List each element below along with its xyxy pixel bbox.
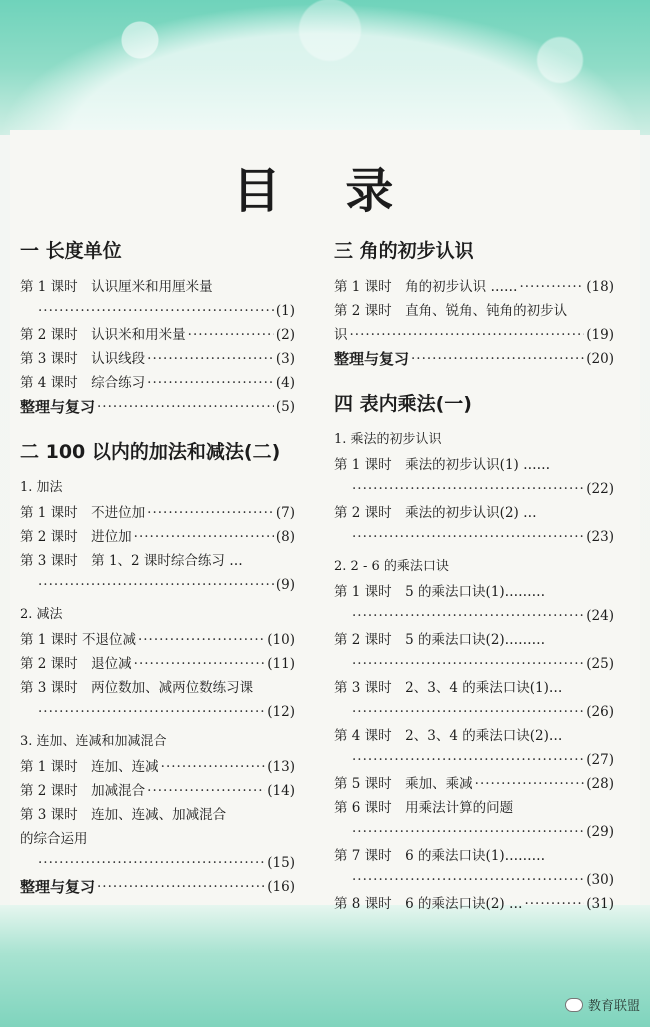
watermark [565, 995, 640, 1014]
dot-leader [38, 299, 274, 323]
page-number: (7) [275, 505, 295, 521]
toc-entry-label: 识 [334, 327, 348, 343]
toc-entry-label: 第 8 课时 6 的乘法口诀(2) … [334, 896, 523, 912]
header-background [0, 0, 650, 135]
page-number: (26) [586, 704, 614, 720]
toc-entry[interactable] [334, 323, 614, 347]
toc-entry[interactable] [20, 395, 295, 419]
unit-heading: 二 100 以内的加法和减法(二) [20, 441, 281, 463]
toc-entry-label: 整理与复习 [334, 350, 410, 368]
toc-entry[interactable] [334, 604, 614, 628]
toc-entry-label: 第 3 课时 连加、连减、加减混合 [20, 807, 227, 823]
footer-background [0, 905, 650, 1027]
dot-leader [97, 875, 265, 899]
dot-leader [352, 604, 584, 628]
toc-entry[interactable] [20, 755, 295, 779]
page-number: (22) [586, 481, 614, 497]
toc-entry-label: 第 1 课时 乘法的初步认识(1) …… [334, 457, 551, 473]
dot-leader [352, 820, 584, 844]
toc-entry[interactable] [20, 803, 295, 827]
toc-entry-label: 第 1 课时 不退位减 [20, 632, 136, 648]
page-number: (20) [586, 351, 614, 367]
wechat-icon [565, 998, 583, 1012]
toc-entry[interactable] [334, 868, 614, 892]
page-number: (15) [267, 855, 295, 871]
toc-entry[interactable] [334, 275, 614, 299]
toc-entry-label: 第 3 课时 两位数加、减两位数练习课 [20, 680, 254, 696]
dot-leader [147, 347, 274, 371]
dot-leader [38, 851, 265, 875]
toc-entry[interactable] [20, 700, 295, 724]
toc-entry-label: 第 3 课时 认识线段 [20, 351, 146, 367]
page-number: (2) [275, 327, 295, 343]
dot-leader [524, 892, 584, 916]
page-number: (10) [267, 632, 295, 648]
toc-entry[interactable] [334, 525, 614, 549]
dot-leader [134, 652, 266, 676]
toc-entry[interactable] [20, 549, 295, 573]
toc-entry[interactable] [334, 796, 614, 820]
page-number: (1) [275, 303, 295, 319]
toc-entry[interactable] [20, 371, 295, 395]
dot-leader [475, 772, 585, 796]
dot-leader [352, 700, 584, 724]
toc-entry[interactable] [20, 323, 295, 347]
toc-entry[interactable] [334, 652, 614, 676]
toc-entry-label: 第 1 课时 连加、连减 [20, 759, 159, 775]
toc-entry[interactable] [334, 628, 614, 652]
toc-entry-label: 第 2 课时 退位减 [20, 656, 132, 672]
toc-entry[interactable] [20, 779, 295, 803]
dot-leader [134, 525, 274, 549]
toc-entry[interactable] [20, 652, 295, 676]
toc-entry[interactable] [334, 772, 614, 796]
section-heading: 2. 减法 [20, 607, 63, 622]
toc-entry[interactable] [20, 875, 295, 899]
page-number: (29) [586, 824, 614, 840]
toc-entry-label: 第 1 课时 认识厘米和用厘米量 [20, 279, 213, 295]
toc-entry[interactable] [20, 827, 295, 851]
toc-entry[interactable] [20, 525, 295, 549]
toc-entry-label: 第 2 课时 5 的乘法口诀(2)……… [334, 632, 546, 648]
section-heading: 2. 2 - 6 的乘法口诀 [334, 559, 449, 574]
toc-entry-label: 第 2 课时 认识米和用米量 [20, 327, 186, 343]
toc-entry-label: 第 2 课时 进位加 [20, 529, 132, 545]
toc-entry[interactable] [334, 892, 614, 916]
toc-entry-label: 第 7 课时 6 的乘法口诀(1)……… [334, 848, 546, 864]
dot-leader [138, 628, 265, 652]
toc-entry[interactable] [20, 851, 295, 875]
toc-entry[interactable] [334, 820, 614, 844]
section-heading: 3. 连加、连减和加减混合 [20, 734, 167, 749]
toc-entry[interactable] [334, 724, 614, 748]
toc-entry[interactable] [334, 347, 614, 371]
toc-entry[interactable] [334, 453, 614, 477]
toc-entry[interactable] [20, 299, 295, 323]
toc-entry[interactable] [20, 347, 295, 371]
toc-entry[interactable] [334, 748, 614, 772]
page-number: (27) [586, 752, 614, 768]
page-number: (19) [586, 327, 614, 343]
toc-entry[interactable] [334, 700, 614, 724]
toc-entry[interactable] [334, 676, 614, 700]
page-number: (13) [267, 759, 295, 775]
toc-entry-label: 的综合运用 [20, 831, 88, 847]
toc-left-column [20, 232, 295, 899]
page-number: (14) [267, 783, 295, 799]
unit-heading: 四 表内乘法(一) [334, 393, 472, 415]
toc-entry[interactable] [334, 844, 614, 868]
unit-heading: 三 角的初步认识 [334, 240, 474, 262]
page-number: (16) [267, 879, 295, 895]
toc-entry-label: 第 2 课时 加减混合 [20, 783, 146, 799]
page-number: (4) [275, 375, 295, 391]
section-heading: 1. 加法 [20, 480, 63, 495]
dot-leader [352, 477, 584, 501]
page-number: (18) [586, 279, 614, 295]
page-number: (24) [586, 608, 614, 624]
dot-leader [147, 371, 274, 395]
toc-entry-label: 第 1 课时 不进位加 [20, 505, 146, 521]
toc-entry-label: 第 2 课时 直角、锐角、钝角的初步认 [334, 303, 568, 319]
toc-entry-label: 第 1 课时 5 的乘法口诀(1)……… [334, 584, 546, 600]
toc-entry[interactable] [20, 628, 295, 652]
page-number: (23) [586, 529, 614, 545]
toc-entry[interactable] [20, 676, 295, 700]
dot-leader [147, 501, 274, 525]
toc-entry[interactable] [334, 501, 614, 525]
page-number: (30) [586, 872, 614, 888]
toc-entry[interactable] [334, 580, 614, 604]
toc-entry[interactable] [20, 275, 295, 299]
page-number: (8) [275, 529, 295, 545]
toc-entry-label: 第 6 课时 用乘法计算的问题 [334, 800, 514, 816]
dot-leader [188, 323, 274, 347]
dot-leader [352, 525, 584, 549]
dot-leader [519, 275, 584, 299]
toc-entry-label: 整理与复习 [20, 878, 96, 896]
watermark-text: 教育联盟 [587, 999, 640, 1014]
toc-entry-label: 第 4 课时 2、3、4 的乘法口诀(2)… [334, 728, 563, 744]
toc-entry-label: 第 5 课时 乘加、乘减 [334, 776, 473, 792]
unit-heading: 一 长度单位 [20, 240, 122, 262]
toc-entry[interactable] [334, 299, 614, 323]
dot-leader [411, 347, 584, 371]
page-number: (5) [275, 399, 295, 415]
page-number: (3) [275, 351, 295, 367]
page-number: (31) [586, 896, 614, 912]
dot-leader [161, 755, 266, 779]
page-title: 目 录 [232, 163, 418, 219]
dot-leader [350, 323, 585, 347]
toc-entry[interactable] [20, 501, 295, 525]
page-number: (28) [586, 776, 614, 792]
dot-leader [38, 700, 265, 724]
page-number: (12) [267, 704, 295, 720]
dot-leader [352, 652, 584, 676]
toc-entry-label: 第 2 课时 乘法的初步认识(2) … [334, 505, 537, 521]
toc-entry-label: 第 4 课时 综合练习 [20, 375, 146, 391]
page-number: (25) [586, 656, 614, 672]
toc-entry[interactable] [20, 573, 295, 597]
dot-leader [352, 868, 584, 892]
dot-leader [38, 573, 274, 597]
toc-entry-label: 整理与复习 [20, 398, 96, 416]
toc-entry-label: 第 1 课时 角的初步认识 …… [334, 279, 518, 295]
toc-entry-label: 第 3 课时 第 1、2 课时综合练习 … [20, 553, 243, 569]
toc-entry-label: 第 3 课时 2、3、4 的乘法口诀(1)… [334, 680, 563, 696]
page-number: (9) [275, 577, 295, 593]
section-heading: 1. 乘法的初步认识 [334, 432, 442, 447]
dot-leader [97, 395, 274, 419]
page-number: (11) [267, 656, 295, 672]
dot-leader [147, 779, 265, 803]
dot-leader [352, 748, 584, 772]
toc-right-column [334, 232, 614, 916]
toc-entry[interactable] [334, 477, 614, 501]
